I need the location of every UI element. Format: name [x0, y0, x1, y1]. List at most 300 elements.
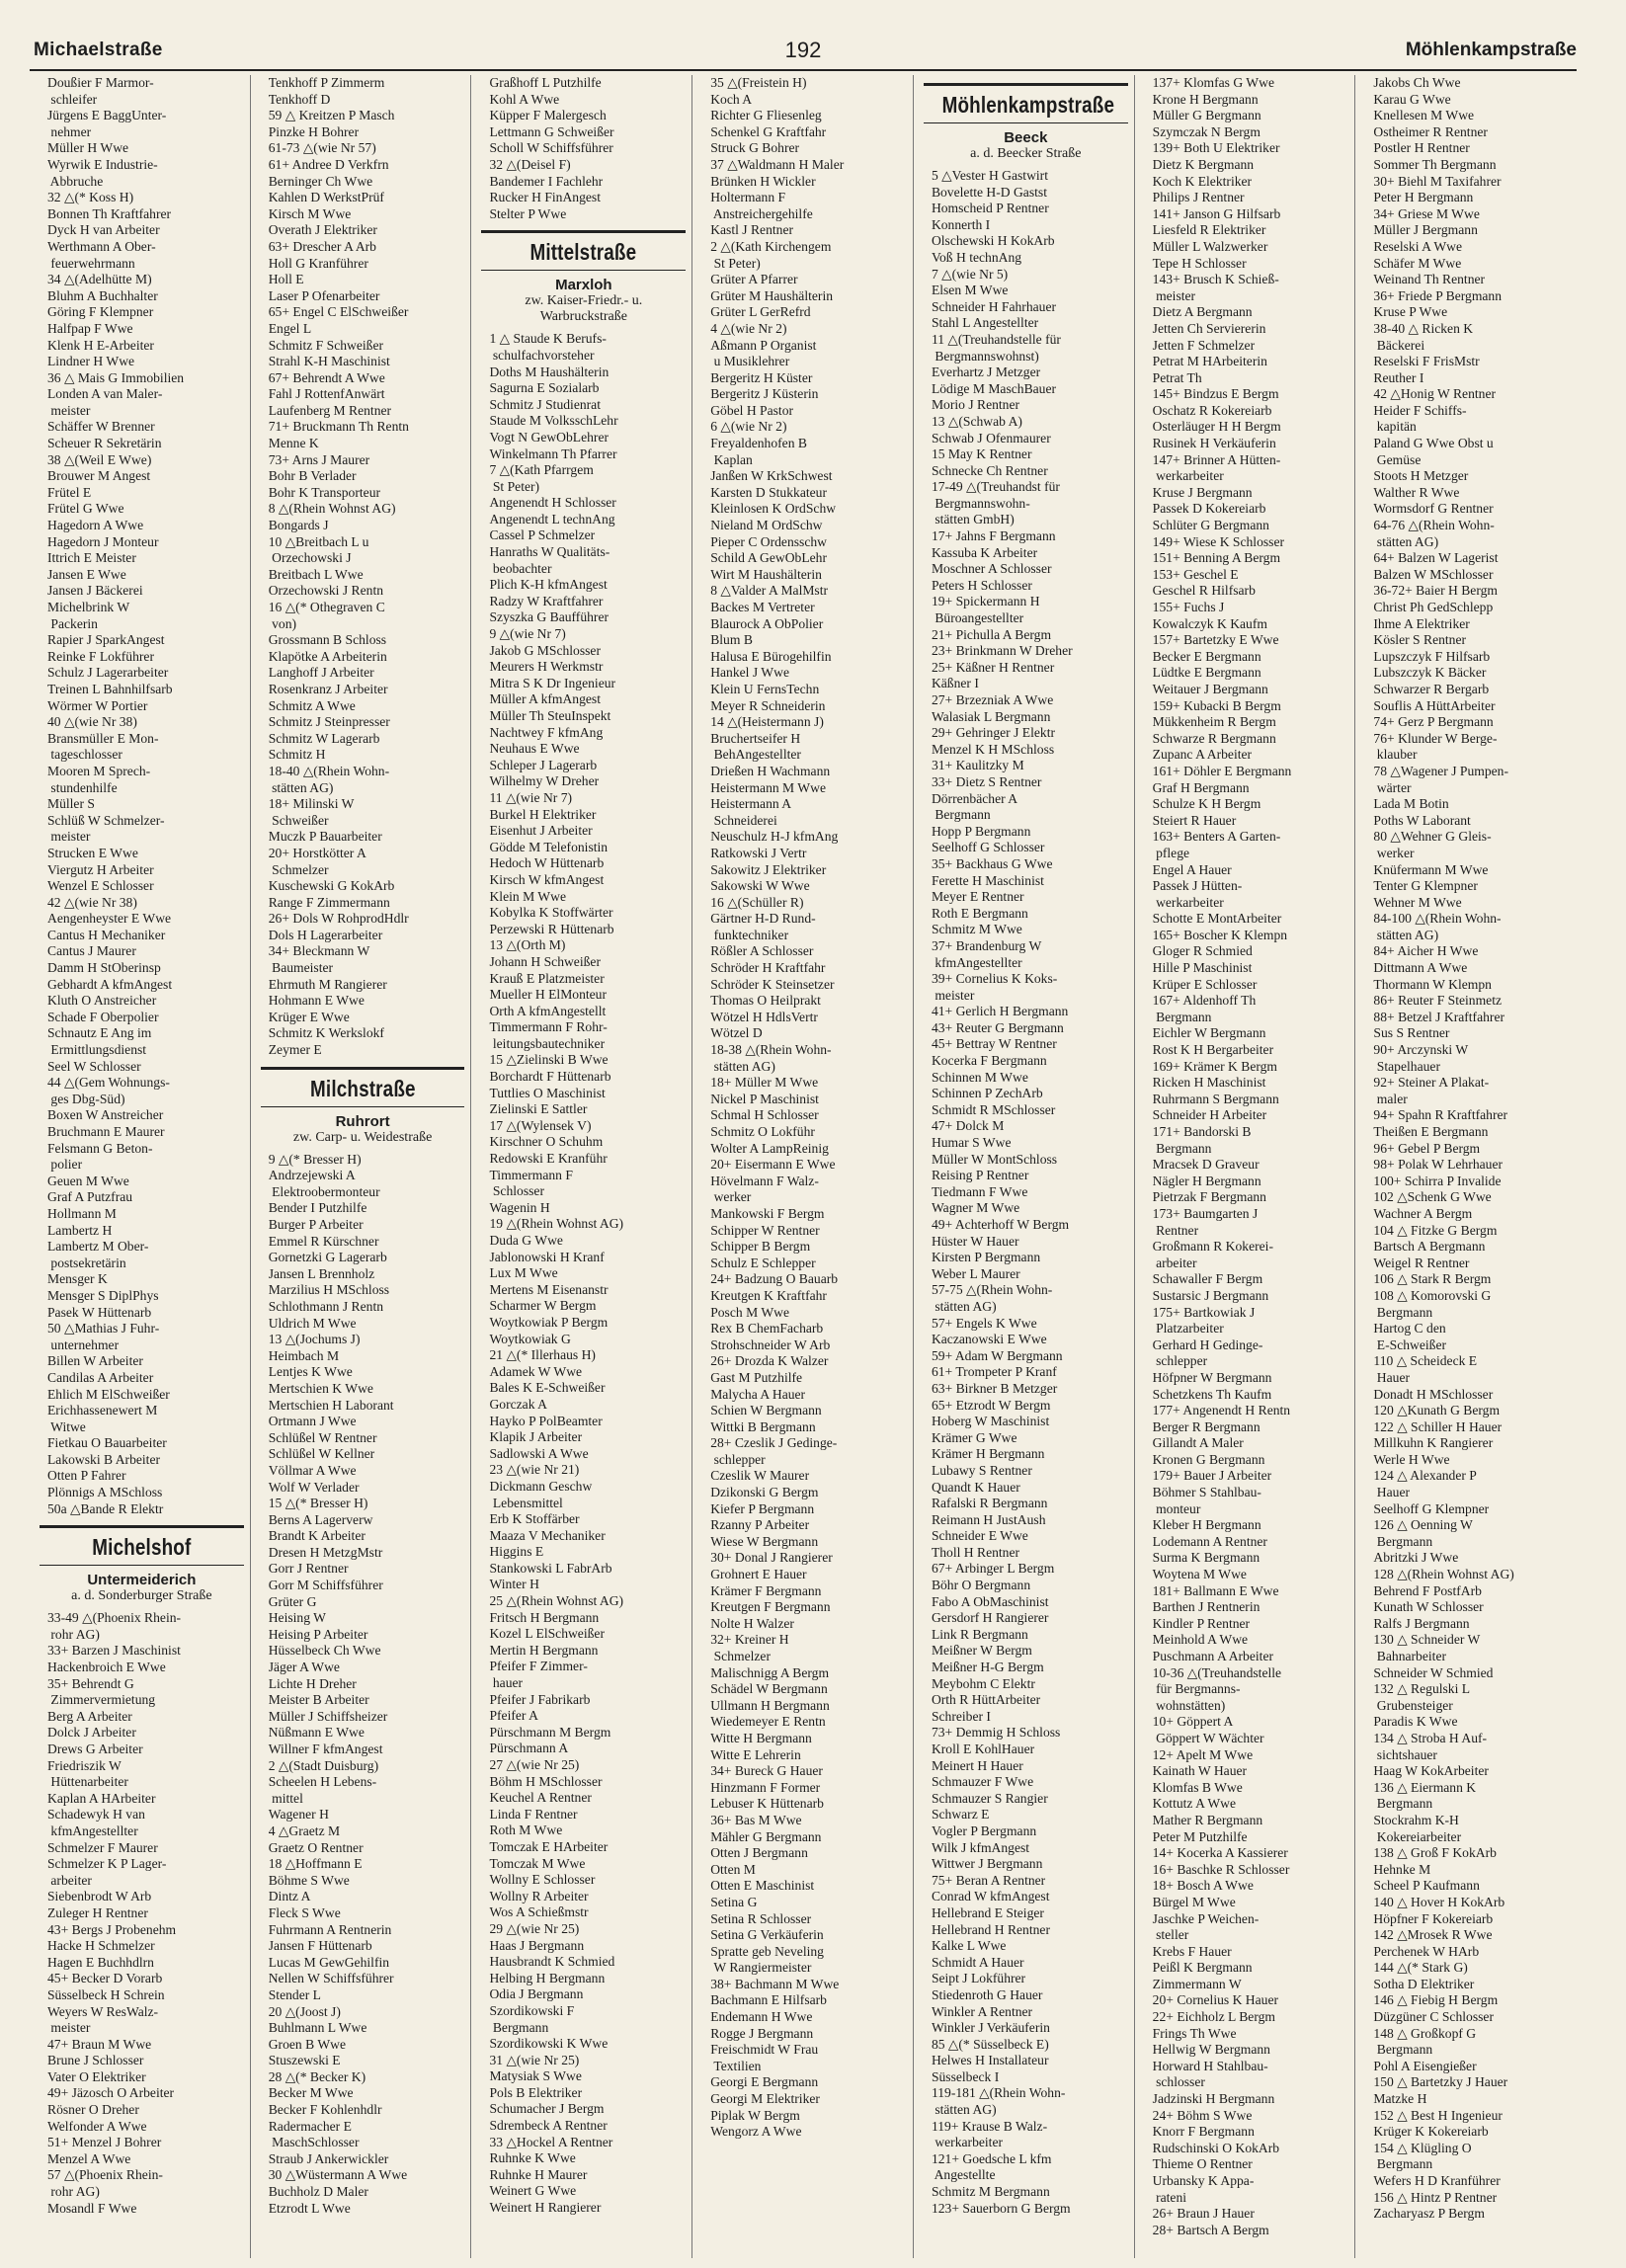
directory-entry: Postler H Rentner	[1373, 140, 1470, 156]
directory-entry: 20+ Cornelius K Hauer	[1152, 1992, 1279, 2008]
directory-entry: Schnecke Ch Rentner	[931, 462, 1048, 478]
directory-entry: Voß H technAng	[931, 249, 1022, 265]
directory-entry: Homscheid P Rentner	[931, 201, 1049, 216]
directory-entry: 165+ Boscher K Klempn	[1152, 927, 1288, 942]
directory-entry: Otten M	[710, 1861, 756, 1877]
directory-entry: 50 △Mathias J Fuhr-	[47, 1321, 160, 1336]
directory-entry: Rost K H Bergarbeiter	[1152, 1042, 1274, 1058]
directory-entry: 75+ Beran A Rentner	[931, 1872, 1046, 1888]
directory-entry: 74+ Gerz P Bergmann	[1373, 714, 1494, 730]
directory-entry: Wagner M Wwe	[931, 1200, 1020, 1216]
directory-entry: Bäckerei	[1373, 337, 1425, 353]
directory-entry: Hoberg W Maschinist	[931, 1414, 1050, 1429]
directory-entry: Wos A Schießmstr	[489, 1904, 589, 1920]
directory-entry: 42 △(wie Nr 38)	[47, 894, 137, 910]
directory-entry: Dresen H MetzgMstr	[268, 1544, 383, 1560]
street-range: a. d. Beecker Straße	[970, 146, 1082, 161]
directory-entry: Lambertz M Ober-	[47, 1239, 149, 1255]
directory-entry: Scheel P Kaufmann	[1373, 1878, 1480, 1894]
directory-entry: Cantus H Mechaniker	[47, 927, 166, 942]
directory-entry: Schlosser	[489, 1183, 544, 1199]
directory-entry: Bonnen Th Kraftfahrer	[47, 205, 172, 221]
directory-entry: Ittrich E Meister	[47, 550, 136, 566]
entry-list	[261, 1152, 465, 2218]
directory-entry: Georgi M Elektriker	[710, 2091, 820, 2107]
directory-entry: Schweißer	[268, 812, 329, 828]
directory-entry: 29 △(wie Nr 25)	[489, 1920, 580, 1936]
directory-entry: 15 △Zielinski B Wwe	[489, 1052, 609, 1068]
directory-entry: Jadzinski H Bergmann	[1152, 2091, 1275, 2107]
directory-entry: Karsten D Stukkateur	[710, 484, 827, 500]
directory-entry: Dyck H van Arbeiter	[47, 222, 160, 238]
directory-entry: Schmitz O Lokführ	[710, 1124, 815, 1139]
directory-entry: Krämer G Wwe	[931, 1429, 1017, 1445]
directory-entry: 181+ Ballmann E Wwe	[1152, 1582, 1279, 1598]
directory-entry: Jürgens E BaggUnter-	[47, 108, 167, 123]
page-number: 192	[784, 38, 822, 62]
directory-entry: Elsen M Wwe	[931, 283, 1009, 298]
directory-entry: BehAngestellter	[710, 747, 801, 763]
directory-entry: Schlüßel W Rentner	[268, 1429, 377, 1445]
directory-entry: 13 △(Jochums J)	[268, 1332, 361, 1347]
directory-entry: von)	[268, 615, 297, 631]
directory-entry: Freyaldenhofen B	[710, 436, 807, 451]
directory-entry: schlepper	[1152, 1353, 1208, 1369]
directory-entry: Schmelzer F Maurer	[47, 1839, 158, 1855]
directory-entry: 43+ Bergs J Probenehm	[47, 1921, 177, 1937]
directory-entry: Böhr O Bergmann	[931, 1578, 1031, 1593]
directory-entry: 20+ Horstkötter A	[268, 845, 366, 860]
directory-entry: 34 △(Adelhütte M)	[47, 272, 152, 287]
directory-entry: Mensger K	[47, 1271, 108, 1287]
directory-entry: Bergmann	[1373, 2156, 1433, 2172]
directory-entry: 134 △ Stroba H Auf-	[1373, 1730, 1488, 1745]
directory-entry: Bahnarbeiter	[1373, 1649, 1447, 1663]
directory-entry: Ullmann H Bergmann	[710, 1697, 830, 1713]
directory-entry: 45+ Becker D Vorarb	[47, 1971, 163, 1986]
directory-entry: 2 △(Stadt Duisburg)	[268, 1757, 379, 1773]
directory-entry: werker	[710, 1189, 752, 1205]
directory-entry: Bergmann	[489, 2019, 549, 2035]
street-heading	[261, 1067, 465, 1107]
directory-entry: Dols H Lagerarbeiter	[268, 927, 383, 942]
directory-entry: Groen B Wwe	[268, 2036, 347, 2052]
directory-entry: Schwarze R Bergmann	[1152, 730, 1276, 746]
directory-entry: stätten AG)	[710, 1058, 775, 1074]
directory-entry: Gornetzki G Lagerarb	[268, 1250, 387, 1265]
directory-entry: Rößler A Schlosser	[710, 943, 814, 959]
directory-entry: 64+ Balzen W Lagerist	[1373, 550, 1499, 566]
directory-entry: Brandt K Arbeiter	[268, 1528, 366, 1544]
directory-entry: Geschel R Hilfsarb	[1152, 583, 1256, 599]
directory-entry: 10+ Göppert A	[1152, 1714, 1234, 1730]
directory-entry: 139+ Both U Elektriker	[1152, 140, 1280, 156]
directory-entry: Schlüß W Schmelzer-	[47, 812, 165, 828]
directory-entry: stätten GmbH)	[931, 512, 1015, 527]
directory-entry: Menzel K H MSchloss	[931, 741, 1055, 757]
directory-entry: postsekretärin	[47, 1255, 126, 1270]
directory-entry: Rapier J SparkAngest	[47, 632, 165, 648]
directory-entry: Kowalczyk K Kaufm	[1152, 615, 1267, 631]
directory-entry: 25+ Käßner H Rentner	[931, 659, 1055, 675]
directory-entry: Meinert H Hauer	[931, 1757, 1023, 1773]
directory-entry: 98+ Polak W Lehrhauer	[1373, 1157, 1504, 1173]
directory-entry: Endemann H Wwe	[710, 2009, 813, 2025]
directory-entry: 38+ Bachmann M Wwe	[710, 1976, 840, 1991]
directory-entry: Wilk J kfmAngest	[931, 1839, 1030, 1855]
directory-entry: 73+ Arns J Maurer	[268, 451, 370, 467]
directory-entry: Halusa E Bürogehilfin	[710, 648, 832, 664]
directory-entry: Böhme S Wwe	[268, 1872, 350, 1888]
directory-entry: 36-72+ Baier H Bergm	[1373, 583, 1498, 599]
directory-entry: Kreutgen K Kraftfahr	[710, 1287, 827, 1303]
directory-entry: Bergmann	[931, 807, 991, 823]
directory-entry: Mertin H Bergmann	[489, 1642, 599, 1658]
directory-entry: Völlmar A Wwe	[268, 1462, 357, 1478]
directory-entry: Sagurna E Sozialarb	[489, 380, 600, 396]
directory-entry: Doths M Haushälterin	[489, 364, 610, 379]
directory-entry: Barthen J Rentnerin	[1152, 1599, 1260, 1615]
directory-entry: Peters H Schlosser	[931, 577, 1032, 593]
directory-entry: Berninger Ch Wwe	[268, 173, 373, 189]
directory-entry: stundenhilfe	[47, 779, 118, 795]
directory-entry: Gärtner H-D Rund-	[710, 911, 816, 927]
directory-entry: 78 △Wagener J Pumpen-	[1373, 763, 1508, 778]
directory-entry: 9 △(wie Nr 7)	[489, 626, 566, 642]
directory-entry: 143+ Brusch K Schieß-	[1152, 272, 1279, 287]
directory-entry: wohnstätten)	[1152, 1697, 1226, 1713]
directory-entry: Krebs F Hauer	[1152, 1943, 1232, 1959]
directory-entry: Lambertz H	[47, 1222, 113, 1238]
directory-entry: Schneider H Fahrhauer	[931, 298, 1057, 314]
directory-entry: Hüttenarbeiter	[47, 1774, 128, 1790]
directory-entry: 8 △(Rhein Wohnst AG)	[268, 501, 396, 517]
directory-entry: 44 △(Gem Wohnungs-	[47, 1075, 170, 1091]
directory-entry: Wilhelmy W Dreher	[489, 773, 600, 789]
directory-entry: Stender L	[268, 1986, 321, 2002]
directory-entry: 88+ Betzel J Kraftfahrer	[1373, 1009, 1504, 1024]
directory-entry: Schinnen P ZechArb	[931, 1086, 1043, 1101]
directory-entry: Höpfner F Kokereiarb	[1373, 1910, 1494, 1926]
directory-entry: Wachner A Bergm	[1373, 1205, 1473, 1221]
directory-entry: 92+ Steiner A Plakat-	[1373, 1075, 1490, 1091]
directory-entry: Hüster W Hauer	[931, 1233, 1019, 1249]
directory-entry: Rzanny P Arbeiter	[710, 1517, 810, 1533]
directory-entry: Krüper E Schlosser	[1152, 976, 1258, 992]
directory-entry: Georgi E Bergmann	[710, 2074, 819, 2090]
directory-entry: Schipper W Rentner	[710, 1222, 820, 1238]
directory-entry: Holl E	[268, 272, 304, 287]
directory-entry: Klein U FernsTechn	[710, 681, 820, 696]
directory-entry: Abritzki J Wwe	[1373, 1550, 1459, 1566]
directory-entry: Zielinski E Sattler	[489, 1101, 588, 1117]
directory-entry: Hauer	[1373, 1485, 1411, 1500]
directory-entry: 161+ Döhler E Bergmann	[1152, 763, 1292, 778]
directory-entry: Schreiber I	[931, 1708, 991, 1724]
directory-entry: Bergeritz H Küster	[710, 369, 813, 385]
directory-entry: Andrzejewski A	[268, 1168, 356, 1183]
directory-entry: 61+ Trompeter P Kranf	[931, 1364, 1057, 1380]
directory-entry: Mather R Bergmann	[1152, 1812, 1263, 1827]
directory-entry: Knüfermann M Wwe	[1373, 861, 1489, 877]
directory-entry: Bergmann	[1373, 1304, 1433, 1320]
directory-entry: Gloger R Schmied	[1152, 943, 1253, 959]
directory-entry: 8 △Valder A MalMstr	[710, 583, 829, 599]
directory-entry: 71+ Bruckmann Th Rentn	[268, 419, 409, 435]
directory-entry: Souflis A HüttArbeiter	[1373, 697, 1496, 713]
directory-entry: Tenter G Klempner	[1373, 878, 1478, 894]
entry-list	[40, 1610, 244, 2217]
directory-entry: Graf H Bergmann	[1152, 779, 1250, 795]
directory-entry: Jakob G MSchlosser	[489, 642, 601, 658]
directory-entry: Kleinlosen K OrdSchw	[710, 501, 837, 517]
directory-entry: Drießen H Wachmann	[710, 763, 831, 778]
directory-entry: 122 △ Schiller H Hauer	[1373, 1418, 1503, 1434]
directory-entry: Ihme A Elektriker	[1373, 615, 1470, 631]
directory-entry: Lux M Wwe	[489, 1265, 558, 1281]
directory-entry: Gebhardt A kfmAngest	[47, 976, 173, 992]
directory-entry: Krauß E Platzmeister	[489, 970, 605, 986]
directory-entry: Grüter A Pfarrer	[710, 272, 798, 287]
directory-entry: 36+ Friede P Bergmann	[1373, 287, 1503, 303]
directory-entry: Bergmannswohnst)	[931, 348, 1039, 364]
directory-entry: Müller J Schiffsheizer	[268, 1708, 388, 1724]
directory-entry: Meybohm C Elektr	[931, 1675, 1035, 1691]
directory-entry: Bender I Putzhilfe	[268, 1200, 367, 1216]
directory-entry: Hankel J Wwe	[710, 665, 789, 681]
directory-entry: Rogge J Bergmann	[710, 2025, 814, 2041]
directory-entry: für Bergmanns-	[1152, 1681, 1241, 1697]
directory-entry: Holl G Kranführer	[268, 255, 368, 271]
directory-entry: Hacke H Schmelzer	[47, 1938, 155, 1954]
directory-entry: W Rangiermeister	[710, 1960, 812, 1976]
directory-entry: Rafalski R Bergmann	[931, 1496, 1048, 1511]
directory-entry: Burger P Arbeiter	[268, 1217, 364, 1232]
directory-entry: feuerwehrmann	[47, 255, 135, 271]
directory-entry: Kirsch M Wwe	[268, 205, 352, 221]
directory-entry: Lebuser K Hüttenarb	[710, 1796, 824, 1812]
directory-entry: 50a △Bande R Elektr	[47, 1500, 164, 1516]
directory-entry: Gorr J Rentner	[268, 1561, 349, 1577]
directory-entry: Schmidt R MSchlosser	[931, 1101, 1056, 1117]
directory-entry: Range F Zimmermann	[268, 894, 390, 910]
directory-entry: Laser P Ofenarbeiter	[268, 287, 380, 303]
directory-entry: Wiedemeyer E Rentn	[710, 1714, 826, 1730]
directory-entry: Mitra S K Dr Ingenieur	[489, 675, 616, 690]
directory-entry: Hagedorn J Monteur	[47, 533, 159, 549]
directory-entry: Setina G	[710, 1894, 758, 1909]
directory-entry: schlepper	[710, 1451, 766, 1467]
directory-entry: Setina G Verkäuferin	[710, 1927, 824, 1943]
directory-entry: Hollmann M	[47, 1205, 117, 1221]
entry-list	[40, 75, 244, 1517]
directory-entry: Cassel P Schmelzer	[489, 527, 596, 543]
directory-entry: Schmitz F Schweißer	[268, 337, 384, 353]
directory-entry: 5 △Vester H Gastwirt	[931, 168, 1048, 183]
directory-entry: 49+ Jäzosch O Arbeiter	[47, 2085, 175, 2101]
directory-entry: Erb K Stoffärber	[489, 1511, 580, 1527]
directory-entry: 28 △(* Becker K)	[268, 2068, 366, 2084]
directory-entry: Tepe H Schlosser	[1152, 255, 1247, 271]
directory-entry: Schulz E Schlepper	[710, 1255, 816, 1270]
directory-entry: Donadt H MSchlosser	[1373, 1386, 1494, 1402]
directory-entry: Winkelmann Th Pfarrer	[489, 446, 617, 461]
directory-entry: Bluhm A Buchhalter	[47, 287, 158, 303]
directory-entry: Pohl A Eisengießer	[1373, 2058, 1477, 2073]
directory-entry: Wefers H D Kranführer	[1373, 2173, 1501, 2188]
directory-entry: Bruchmann E Maurer	[47, 1124, 165, 1139]
directory-entry: 27 △(wie Nr 25)	[489, 1757, 580, 1772]
directory-entry: Nachtwey F kfmAng	[489, 724, 604, 740]
column-5	[914, 75, 1135, 2258]
directory-entry: 121+ Goedsche L kfm	[931, 2150, 1052, 2166]
page-header	[30, 30, 1577, 71]
directory-entry: Schröder K Steinsetzer	[710, 976, 835, 992]
street-range: zw. Kaiser-Friedr.- u. Warbruckstraße	[525, 293, 643, 325]
directory-entry: Knellesen M Wwe	[1373, 108, 1475, 123]
directory-entry: Urbansky K Appa-	[1152, 2173, 1255, 2188]
directory-entry: Meurers H Werkmstr	[489, 659, 604, 675]
directory-entry: Stuszewski E	[268, 2053, 341, 2068]
directory-entry: Kuschewski G KokArb	[268, 878, 395, 894]
directory-entry: Schmitz J Steinpresser	[268, 714, 390, 730]
directory-entry: Fabo A ObMaschinist	[931, 1593, 1049, 1609]
directory-entry: meister	[47, 402, 91, 418]
directory-entry: Jansen J Bäckerei	[47, 583, 143, 599]
directory-entry: 20+ Eisermann E Wwe	[710, 1157, 836, 1173]
directory-entry: Witwe	[47, 1418, 86, 1434]
directory-entry: Kiefer P Bergmann	[710, 1500, 815, 1516]
directory-entry: 59+ Adam W Bergmann	[931, 1347, 1063, 1363]
directory-entry: Bales K E-Schweißer	[489, 1380, 606, 1396]
directory-entry: Klenk H E-Arbeiter	[47, 337, 154, 353]
directory-entry: Stiedenroth G Hauer	[931, 1986, 1043, 2002]
directory-entry: Petrat M HArbeiterin	[1152, 354, 1267, 369]
directory-entry: Sustarsic J Bergmann	[1152, 1287, 1269, 1303]
directory-entry: Schmauzer S Rangier	[931, 1790, 1048, 1806]
directory-entry: Borchardt F Hüttenarb	[489, 1069, 611, 1085]
directory-entry: Frütel G Wwe	[47, 501, 124, 517]
directory-entry: Sakowitz J Elektriker	[710, 861, 827, 877]
directory-entry: MaschSchlosser	[268, 2135, 360, 2150]
directory-entry: Schädel W Bergmann	[710, 1681, 828, 1697]
directory-entry: Gast M Putzhilfe	[710, 1369, 803, 1385]
directory-entry: Bachmann E Hilfsarb	[710, 1992, 827, 2008]
directory-entry: Mensger S DiplPhys	[47, 1287, 159, 1303]
directory-entry: Hehnke M	[1373, 1861, 1431, 1877]
directory-entry: Kösler S Rentner	[1373, 632, 1467, 648]
directory-entry: Radzy W Kraftfahrer	[489, 593, 604, 608]
directory-entry: rohr AG)	[47, 1626, 100, 1642]
directory-entry: wärter	[1373, 779, 1412, 795]
directory-entry: Spratte geb Neveling	[710, 1943, 824, 1959]
directory-entry: Lada M Botin	[1373, 796, 1449, 812]
directory-entry: Lebensmittel	[489, 1495, 563, 1510]
directory-entry: Perzewski R Hüttenarb	[489, 921, 614, 936]
directory-entry: 32 △(* Koss H)	[47, 190, 134, 205]
directory-entry: Schulz J Lagerarbeiter	[47, 665, 169, 681]
directory-entry: Winkler A Rentner	[931, 2003, 1033, 2019]
directory-entry: 145+ Bindzus E Bergm	[1152, 386, 1279, 402]
directory-entry: Johann H Schweißer	[489, 953, 601, 969]
directory-entry: Billen W Arbeiter	[47, 1353, 143, 1369]
directory-entry: 47+ Dolck M	[931, 1118, 1005, 1134]
directory-entry: Reselski F FrisMstr	[1373, 354, 1480, 369]
district-name: Untermeiderich	[87, 1572, 197, 1589]
directory-entry: Wehner M Wwe	[1373, 894, 1462, 910]
directory-entry: 39+ Cornelius K Koks-	[931, 971, 1058, 987]
directory-entry: 179+ Bauer J Arbeiter	[1152, 1468, 1272, 1484]
directory-entry: polier	[47, 1157, 83, 1173]
directory-entry: 38-40 △ Ricken K	[1373, 320, 1474, 336]
directory-entry: Schmitz H	[268, 747, 326, 763]
header-right-street: Möhlenkampstraße	[1405, 40, 1577, 60]
directory-entry: Schinnen M Wwe	[931, 1069, 1028, 1085]
directory-entry: Burkel H Elektriker	[489, 806, 597, 822]
directory-entry: Hagedorn A Wwe	[47, 518, 144, 533]
directory-entry: Sus S Rentner	[1373, 1025, 1450, 1041]
directory-entry: Seipt J Lokführer	[931, 1971, 1026, 1986]
directory-entry: Jäger A Wwe	[268, 1660, 340, 1675]
directory-entry: Szordikowski F	[489, 2002, 575, 2018]
directory-entry: 63+ Drescher A Arb	[268, 238, 376, 254]
directory-entry: Böhmer S Stahlbau-	[1152, 1485, 1261, 1500]
directory-entry: Richter G Fliesenleg	[710, 108, 822, 123]
directory-entry: Kronen G Bergmann	[1152, 1451, 1265, 1467]
directory-entry: 18 △Hoffmann E	[268, 1856, 363, 1872]
directory-entry: 169+ Krämer K Bergm	[1152, 1058, 1278, 1074]
directory-entry: 35 △(Freistein H)	[710, 75, 807, 90]
directory-entry: Heistermann A	[710, 796, 792, 812]
columns	[30, 75, 1577, 2258]
directory-entry: 130 △ Schneider W	[1373, 1632, 1481, 1648]
directory-entry: Berger R Bergmann	[1152, 1418, 1260, 1434]
directory-entry: 86+ Reuter F Steinmetz	[1373, 993, 1503, 1009]
directory-entry: Mankowski F Bergm	[710, 1205, 825, 1221]
directory-entry: 177+ Angenendt H Rentn	[1152, 1403, 1291, 1418]
directory-entry: 119-181 △(Rhein Wohn-	[931, 2085, 1066, 2101]
directory-entry: hauer	[489, 1675, 524, 1691]
directory-entry: Bohr K Transporteur	[268, 484, 381, 500]
directory-entry: Vogt N GewObLehrer	[489, 429, 610, 445]
directory-entry: Grüter M Haushälterin	[710, 287, 834, 303]
directory-entry: Kalke L Wwe	[931, 1938, 1007, 1954]
directory-entry: 20 △(Joost J)	[268, 2003, 341, 2019]
directory-entry: Scharmer W Bergm	[489, 1298, 597, 1314]
directory-entry: 36+ Bas M Wwe	[710, 1812, 802, 1827]
directory-entry: Aengenheyster E Wwe	[47, 911, 172, 927]
directory-entry: 61-73 △(wie Nr 57)	[268, 140, 376, 156]
directory-entry: 29+ Gehringer J Elektr	[931, 725, 1056, 741]
directory-entry: Ruhrmann S Bergmann	[1152, 1091, 1279, 1106]
directory-entry: Pieper C Ordensschw	[710, 533, 827, 549]
directory-entry: 33-49 △(Phoenix Rhein-	[47, 1610, 182, 1626]
directory-entry: 4 △(wie Nr 2)	[710, 320, 787, 336]
directory-entry: Kindler P Rentner	[1152, 1615, 1251, 1631]
directory-entry: Adamek W Wwe	[489, 1363, 583, 1379]
directory-entry: Scheuer R Sekretärin	[47, 436, 162, 451]
directory-entry: Schade F Oberpolier	[47, 1009, 159, 1024]
directory-entry: Graßhoff L Putzhilfe	[489, 75, 602, 90]
directory-entry: 128 △(Rhein Wohnst AG)	[1373, 1567, 1514, 1582]
directory-entry: Gillandt A Maler	[1152, 1435, 1244, 1451]
directory-entry: Weigel R Rentner	[1373, 1255, 1470, 1270]
directory-entry: Schneiderei	[710, 812, 777, 828]
directory-entry: Conrad W kfmAngest	[931, 1889, 1050, 1904]
directory-entry: Frings Th Wwe	[1152, 2025, 1237, 2041]
directory-entry: Rösner O Dreher	[47, 2102, 139, 2118]
directory-entry: Dickmann Geschw	[489, 1478, 593, 1494]
